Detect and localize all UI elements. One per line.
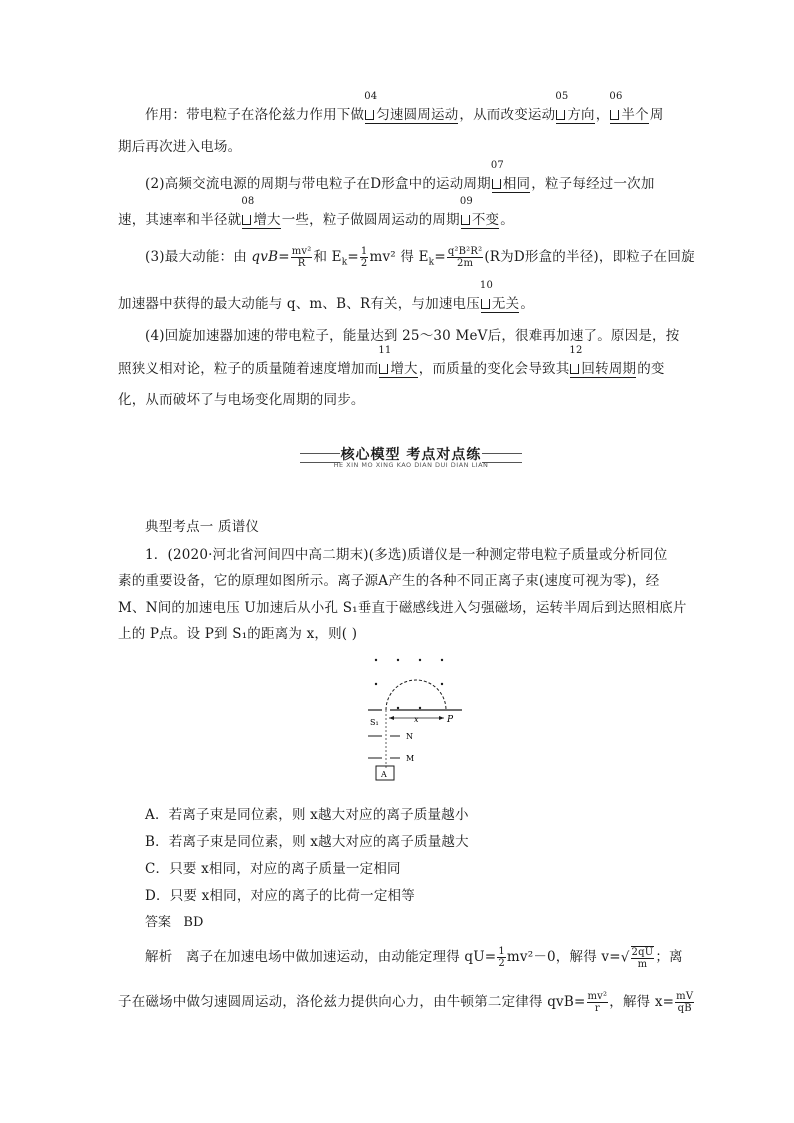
analysis-line1: 解析 离子在加速电场中做加速运动，由动能定理得 qU= $\frac{1}{2}$ mv²－0，解得 v=√ $\frac{2qU}{m}$ ；离	[145, 946, 683, 970]
para4-line2: 照狭义相对论，粒子的质量随着速度增加而 11 增大，而质量的变化会导致其 12 回转周期的变	[118, 345, 665, 377]
question-line3: M、N间的加速电压 U加速后从小孔 S₁垂直于磁感线进入匀强磁场，运转半周后到达照相底片	[118, 600, 687, 616]
blank-06: 06 半个	[609, 91, 649, 123]
answer-line	[145, 911, 203, 930]
blank-11: 11 增大	[378, 345, 418, 377]
answer-value: BD	[183, 915, 204, 930]
para2-line2: 速，其速率和半径就 08 增大一些，粒子做圆周运动的周期 09 不变。	[118, 196, 514, 228]
magnetic-field-dots	[375, 659, 443, 709]
blank-10: 10 无关	[479, 280, 520, 312]
fraction-ek: $\frac{\text{q²B²R²}}{2m}$	[447, 246, 483, 269]
sqrt: √ $\frac{2qU}{m}$	[620, 946, 654, 970]
banner-title: 核心模型 考点对点练	[340, 447, 482, 463]
label-s1: S₁	[370, 718, 379, 727]
blank-09: 09 不变	[459, 196, 500, 228]
fraction: $\frac{\text{mv²}}{r}$	[587, 991, 608, 1014]
blank-05: 05 方向	[555, 91, 595, 123]
fraction-x: $\frac{mV}{qB}$	[676, 991, 694, 1014]
label-p: P	[447, 715, 454, 725]
blank-04: 04 匀速圆周运动	[364, 91, 459, 123]
analysis-line2: 子在磁场中做匀速圆周运动，洛伦兹力提供向心力，由牛顿第二定律得 qvB= $\frac{\text{mv²}}{r}$ ，解得 x= $\frac{mV}{qB}$	[118, 991, 694, 1014]
section-banner	[300, 444, 522, 474]
label-a: A	[381, 770, 387, 779]
para4-line1: (4)回旋加速器加速的带电粒子，能量达到 25～30 MeV后，很难再加速了。原因是，按	[145, 328, 680, 344]
fraction-half: $\frac{1}{2}$	[498, 946, 505, 969]
question-line1: 1．(2020·河北省河间四中高二期末)(多选)质谱仪是一种测定带电粒子质量或分析同位	[145, 547, 668, 563]
answer-label: 答案	[145, 915, 172, 930]
label-m: M	[406, 754, 415, 763]
option-a: A．若离子束是同位素，则 x越大对应的离子质量越小	[145, 807, 469, 823]
label-x: x	[414, 715, 419, 724]
blank-07: 07 相同	[490, 160, 531, 192]
question-line2: 素的重要设备，它的原理如图所示。离子源A产生的各种不同正离子束(速度可视为零)，经	[118, 573, 660, 589]
para3-line1: (3)最大动能：由 qvB= $\frac{\text{mv²}}{R}$ 和 $E_k=$ $\frac{1}{2}$ mv² 得 $E_k=$ $\frac{\text{q²B²R²}}{2m}$ (R为D形盒的半径)，即粒子在回旋	[145, 246, 695, 269]
fraction: $\frac{\text{mv²}}{R}$	[291, 246, 312, 269]
option-d: D．只要 x相同，对应的离子的比荷一定相等	[145, 888, 415, 904]
mass-spectrometer-diagram	[362, 650, 472, 782]
blank-12: 12 回转周期	[569, 345, 637, 377]
option-b: B．若离子束是同位素，则 x越大对应的离子质量越大	[145, 834, 469, 850]
para3-line2: 加速器中获得的最大动能与 q、m、B、R有关，与加速电压 10 无关。	[118, 280, 535, 312]
para4-line3: 化，从而破坏了与电场变化周期的同步。	[118, 392, 365, 408]
option-c: C．只要 x相同，对应的离子质量一定相同	[145, 861, 401, 877]
diagram-svg	[362, 650, 472, 782]
ion-trajectory	[386, 680, 446, 710]
question-line4: 上的 P点。设 P到 S₁的距离为 x，则( )	[118, 626, 358, 642]
banner-pinyin: HE XIN MO XING KAO DIAN DUI DIAN LIAN	[333, 461, 489, 469]
section-heading: 典型考点一 质谱仪	[145, 519, 260, 535]
para1-line2: 期后再次进入电场。	[118, 139, 242, 155]
label-n: N	[406, 732, 413, 741]
para2-line1: (2)高频交流电源的周期与带电粒子在D形盒中的运动周期 07 相同，粒子每经过一次加	[145, 160, 655, 192]
blank-08: 08 增大	[241, 196, 281, 228]
para1-line1: 作用：带电粒子在洛伦兹力作用下做 04 匀速圆周运动，从而改变运动 05 方向， 06 半个周	[145, 91, 664, 123]
text: 作用：带电粒子在洛伦兹力作用下做	[145, 107, 365, 123]
fraction-half: $\frac{1}{2}$	[360, 246, 368, 269]
